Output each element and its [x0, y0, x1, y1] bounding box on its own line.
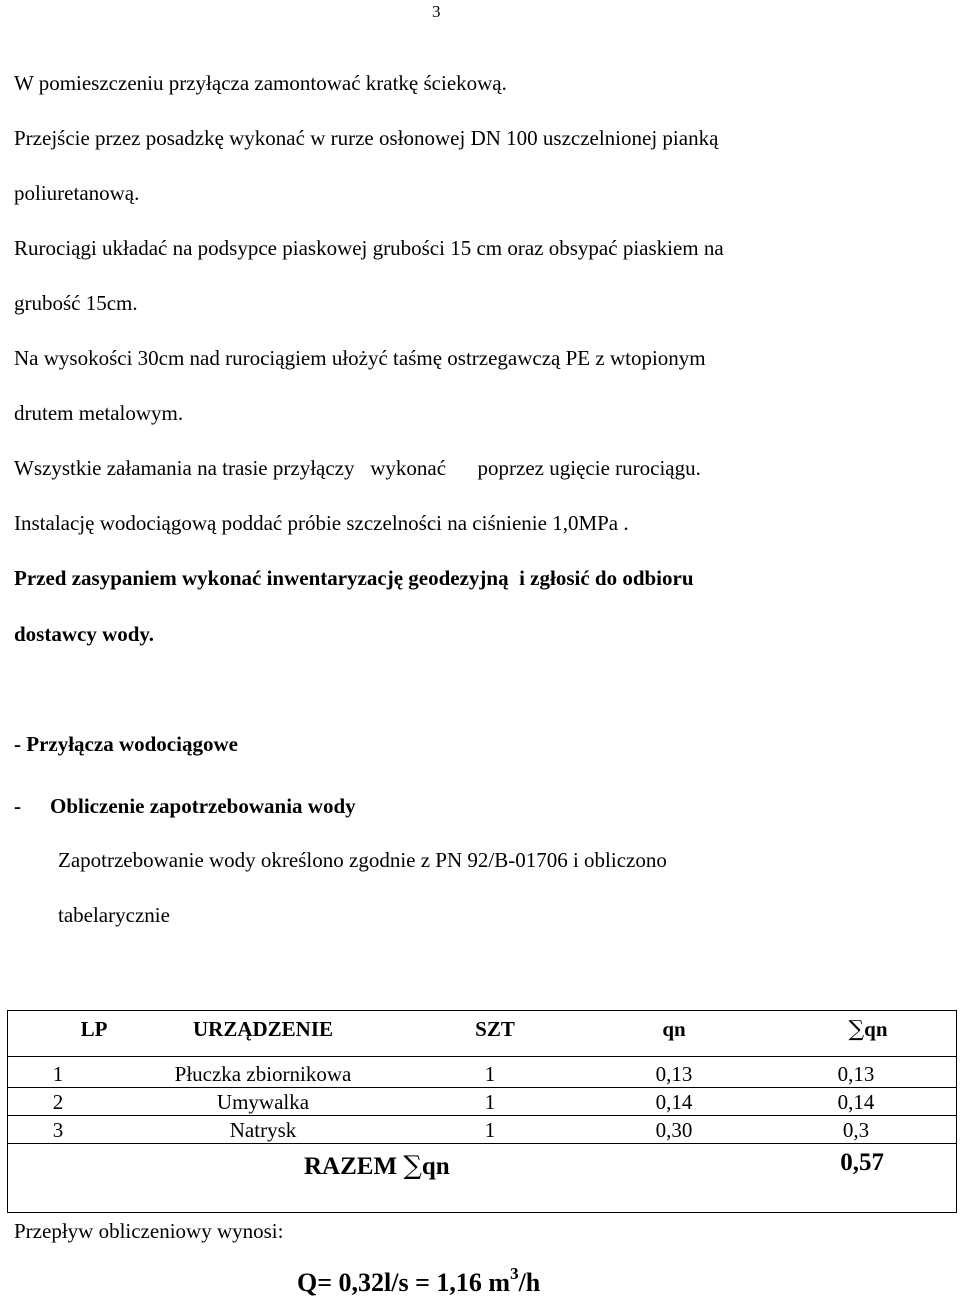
paragraph-line-3: poliuretanową.	[14, 181, 140, 205]
flow-formula-tail: /h	[518, 1268, 541, 1297]
flow-formula-main: Q= 0,32l/s = 1,16 m	[297, 1268, 511, 1297]
bold-paragraph-line-1: Przed zasypaniem wykonać inwentaryzację geodezyjną i zgłosić do odbioru	[14, 566, 694, 590]
header-qn: qn	[662, 1017, 686, 1041]
row-1-lp: 1	[52, 1062, 64, 1086]
paragraph-line-6: Na wysokości 30cm nad rurociągiem ułożyć taśmę ostrzegawczą PE z wtopionym	[14, 346, 706, 370]
sigma-symbol: ∑	[403, 1151, 422, 1181]
row-2-sum-qn: 0,14	[837, 1090, 875, 1114]
row-2-lp: 2	[52, 1090, 64, 1114]
row-3-device: Natrysk	[229, 1118, 297, 1142]
row-3-count: 1	[484, 1118, 496, 1142]
flow-label: Przepływ obliczeniowy wynosi:	[14, 1219, 284, 1243]
flow-formula-exponent: 3	[510, 1264, 519, 1283]
total-qn-label: qn	[421, 1153, 450, 1180]
row-1-sum-qn: 0,13	[837, 1062, 875, 1086]
paragraph-line-8: Wszystkie załamania na trasie przyłączy wykonać poprzez ugięcie rurociągu.	[14, 456, 701, 480]
row-3-lp: 3	[52, 1118, 64, 1142]
subsection-title: Obliczenie zapotrzebowania wody	[50, 794, 356, 818]
paragraph-line-4: Rurociągi układać na podsypce piaskowej grubości 15 cm oraz obsypać piaskiem na	[14, 236, 724, 260]
row-1-count: 1	[484, 1062, 496, 1086]
bold-paragraph-line-2: dostawcy wody.	[14, 622, 155, 646]
flow-formula	[297, 1266, 540, 1300]
subsection-text-line-2: tabelarycznie	[58, 903, 170, 927]
row-3-sum-qn: 0,3	[842, 1118, 870, 1142]
section-heading: - Przyłącza wodociągowe	[14, 732, 238, 756]
header-sum-qn	[828, 1016, 908, 1043]
row-2-device: Umywalka	[216, 1090, 310, 1114]
paragraph-line-9: Instalację wodociągową poddać próbie szczelności na ciśnienie 1,0MPa .	[14, 511, 629, 535]
table-row-rule	[8, 1115, 956, 1116]
total-label	[304, 1151, 450, 1182]
paragraph-line-1: W pomieszczeniu przyłącza zamontować kratkę ściekową.	[14, 71, 507, 95]
row-2-count: 1	[484, 1090, 496, 1114]
table-header-rule	[8, 1056, 956, 1057]
sigma-symbol: ∑	[848, 1017, 865, 1042]
header-sum-qn-label: qn	[864, 1017, 888, 1041]
header-device: URZĄDZENIE	[192, 1017, 334, 1041]
total-value: 0,57	[840, 1149, 884, 1176]
page-number: 3	[432, 2, 441, 21]
total-label-text: RAZEM	[304, 1153, 404, 1180]
header-count: SZT	[475, 1017, 515, 1041]
demand-table	[7, 1010, 957, 1213]
row-1-qn: 0,13	[655, 1062, 693, 1086]
subsection-dash: -	[14, 794, 21, 818]
table-row-rule	[8, 1143, 956, 1144]
table-row-rule	[8, 1087, 956, 1088]
paragraph-line-2: Przejście przez posadzkę wykonać w rurze osłonowej DN 100 uszczelnionej pianką	[14, 126, 719, 150]
subsection-text-line-1: Zapotrzebowanie wody określono zgodnie z PN 92/B-01706 i obliczono	[58, 848, 667, 872]
header-lp: LP	[80, 1017, 108, 1041]
paragraph-line-7: drutem metalowym.	[14, 401, 184, 425]
paragraph-line-5: grubość 15cm.	[14, 291, 138, 315]
row-3-qn: 0,30	[655, 1118, 693, 1142]
row-1-device: Płuczka zbiornikowa	[174, 1062, 352, 1086]
row-2-qn: 0,14	[655, 1090, 693, 1114]
